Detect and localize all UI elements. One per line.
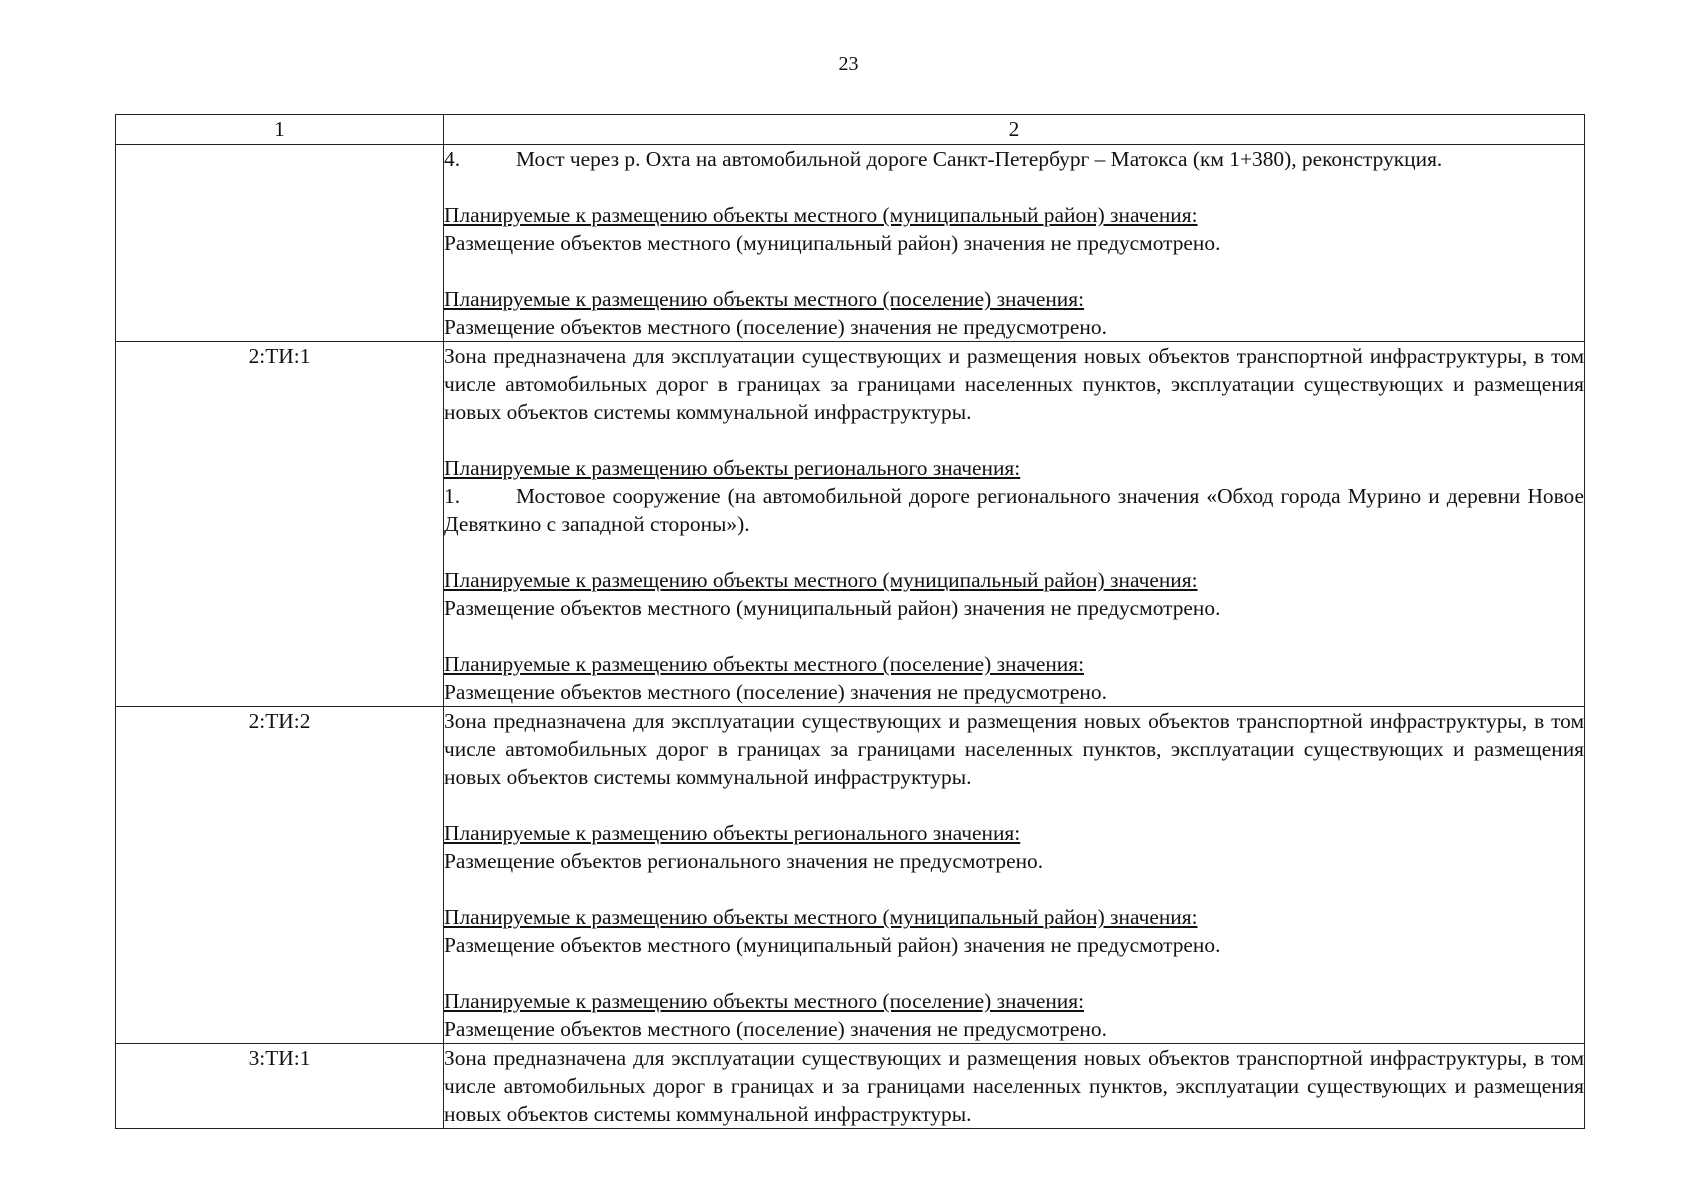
list-item-text: Мост через р. Охта на автомобильной дороге Санкт-Петербург – Матокса (км 1+380), реконструкция. [516, 147, 1443, 171]
section-heading-municipal: Планируемые к размещению объекты местного (муниципальный район) значения: [444, 203, 1198, 227]
table-row [116, 342, 1585, 707]
section-heading-regional: Планируемые к размещению объекты регионального значения: [444, 821, 1021, 845]
section-heading-settlement: Планируемые к размещению объекты местного (поселение) значения: [444, 989, 1085, 1013]
zone-code-cell: 2:ТИ:1 [116, 342, 444, 707]
list-item-number: 1. [444, 484, 461, 508]
section-heading-settlement: Планируемые к размещению объекты местного (поселение) значения: [444, 287, 1085, 311]
table-row [116, 707, 1585, 1044]
list-item [444, 482, 1584, 538]
zone-code-cell: 3:ТИ:1 [116, 1044, 444, 1129]
zone-content-cell [444, 342, 1585, 707]
zone-description: Зона предназначена для эксплуатации существующих и размещения новых объектов транспортной инфраструктуры, в том числе автомобильных дорог в границах за границами населенных пунктов, эксплуатации существующих и размещения новых объектов системы коммунальной инфраструктуры. [444, 344, 1584, 424]
list-item-number: 4. [444, 147, 461, 171]
list-item-text: Мостовое сооружение (на автомобильной дороге регионального значения «Обход города Мурино и деревни Новое Девяткино с западной стороны»). [444, 484, 1584, 536]
table-header-row [116, 115, 1585, 145]
table-row [116, 145, 1585, 342]
section-heading-settlement: Планируемые к размещению объекты местного (поселение) значения: [444, 652, 1085, 676]
zone-code-cell: 2:ТИ:2 [116, 707, 444, 1044]
section-text-settlement: Размещение объектов местного (поселение) значения не предусмотрено. [444, 1017, 1107, 1041]
section-text-settlement: Размещение объектов местного (поселение) значения не предусмотрено. [444, 680, 1107, 704]
column-header-2: 2 [444, 115, 1585, 145]
section-heading-regional: Планируемые к размещению объекты регионального значения: [444, 456, 1021, 480]
zone-content-cell [444, 707, 1585, 1044]
zone-description: Зона предназначена для эксплуатации существующих и размещения новых объектов транспортной инфраструктуры, в том числе автомобильных дорог в границах и за границами населенных пунктов, эксплуатации существующих и размещения новых объектов системы коммунальной инфраструктуры. [444, 1046, 1584, 1126]
section-text-municipal: Размещение объектов местного (муниципальный район) значения не предусмотрено. [444, 596, 1221, 620]
zones-table [115, 114, 1585, 1129]
zone-code-cell [116, 145, 444, 342]
section-text-municipal: Размещение объектов местного (муниципальный район) значения не предусмотрено. [444, 933, 1221, 957]
zone-description: Зона предназначена для эксплуатации существующих и размещения новых объектов транспортной инфраструктуры, в том числе автомобильных дорог в границах за границами населенных пунктов, эксплуатации существующих и размещения новых объектов системы коммунальной инфраструктуры. [444, 709, 1584, 789]
section-text-municipal: Размещение объектов местного (муниципальный район) значения не предусмотрено. [444, 231, 1221, 255]
column-header-1: 1 [116, 115, 444, 145]
section-heading-municipal: Планируемые к размещению объекты местного (муниципальный район) значения: [444, 568, 1198, 592]
table-row [116, 1044, 1585, 1129]
list-item [444, 145, 1584, 173]
section-text-settlement: Размещение объектов местного (поселение) значения не предусмотрено. [444, 315, 1107, 339]
page-number: 23 [838, 53, 859, 75]
zone-content-cell [444, 1044, 1585, 1129]
section-text-regional: Размещение объектов регионального значения не предусмотрено. [444, 849, 1044, 873]
zone-content-cell [444, 145, 1585, 342]
section-heading-municipal: Планируемые к размещению объекты местного (муниципальный район) значения: [444, 905, 1198, 929]
